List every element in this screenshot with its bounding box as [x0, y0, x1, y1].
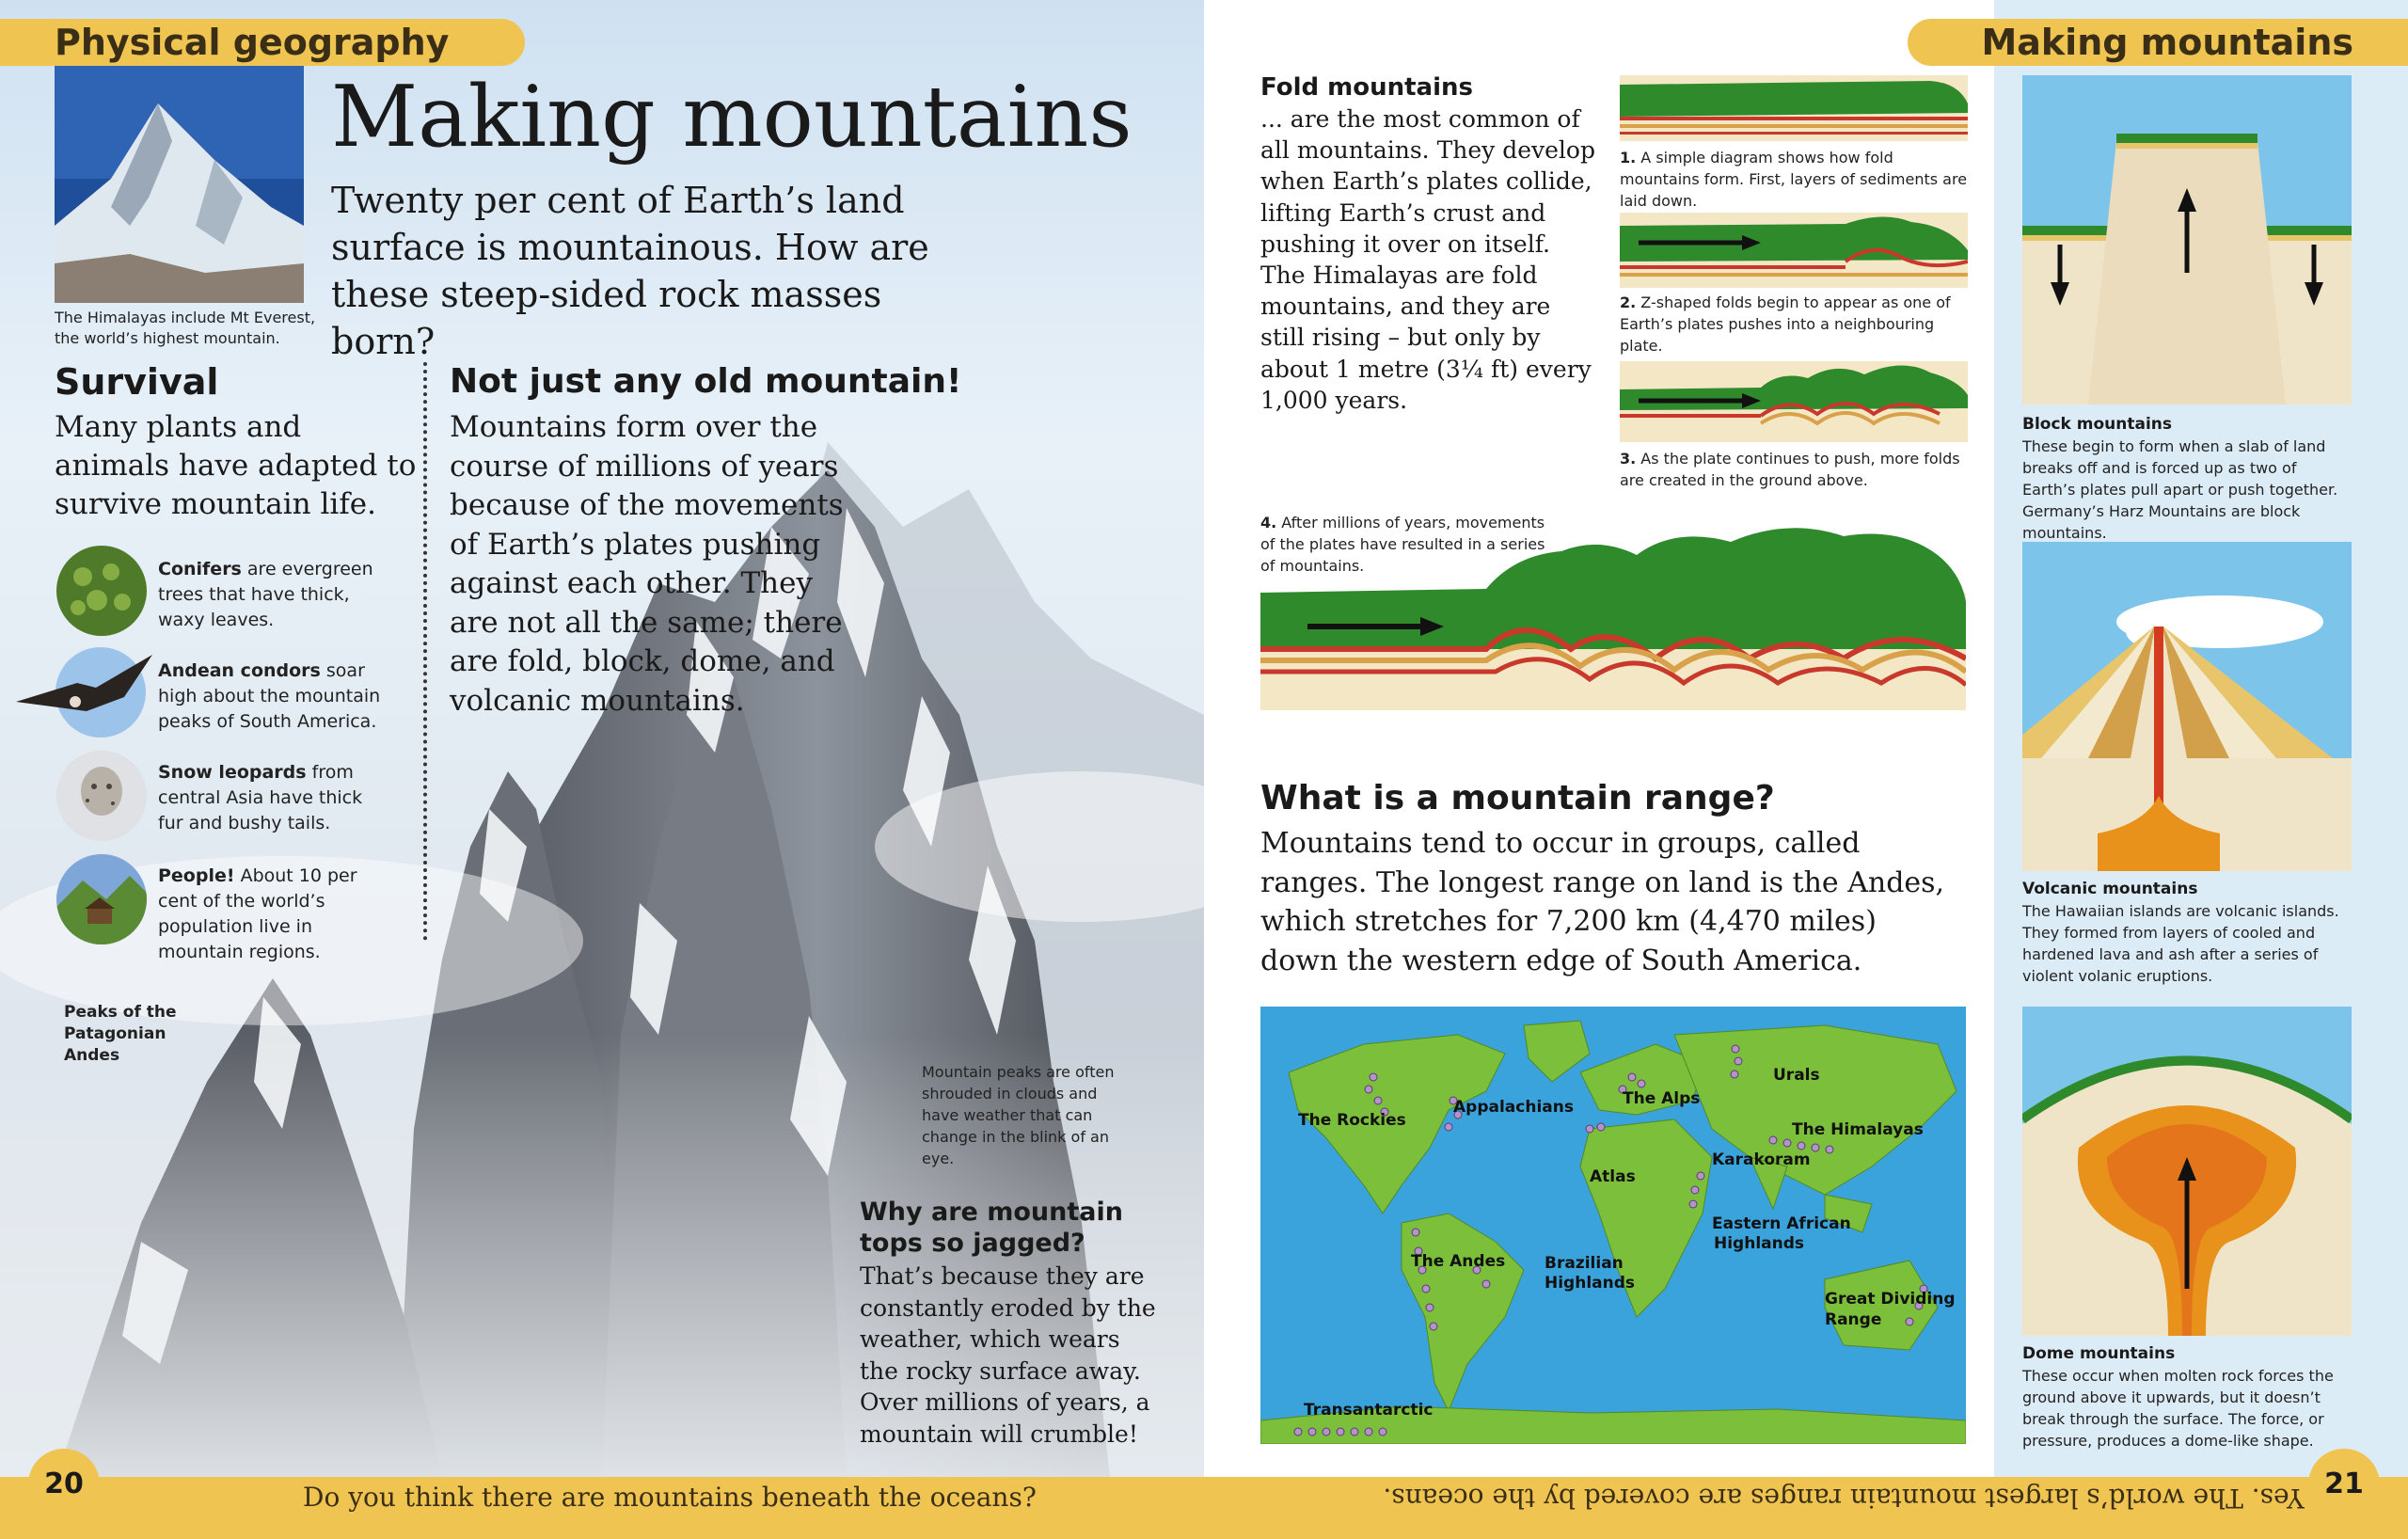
map-label-brazilian-1: Brazilian: [1545, 1254, 1624, 1273]
map-label-karakoram: Karakoram: [1712, 1150, 1811, 1169]
map-label-appalachians: Appalachians: [1453, 1098, 1574, 1117]
range-heading: What is a mountain range?: [1260, 779, 1775, 817]
column-divider: [423, 362, 427, 941]
map-label-brazilian-2: Highlands: [1545, 1274, 1636, 1293]
section-tab-physical-geography: Physical geography: [0, 19, 525, 66]
block-heading: Block mountains: [2022, 415, 2173, 434]
survival-text: Many plants and animals have adapted to survive mountain life.: [55, 410, 417, 521]
not-just-text: Mountains form over the course of millions of years because of the movements of Earth’s plates pushing against each other. They are not all the same; there are fold, block, dome, and volcanic mountains.: [450, 410, 844, 718]
fold-diagram-step-2: [1620, 213, 1968, 288]
not-just-heading: Not just any old mountain!: [450, 362, 962, 401]
footer-question: Do you think there are mountains beneath the oceans?: [303, 1482, 1037, 1513]
volcanic-mountains-diagram: [2022, 542, 2352, 871]
map-label-great-dividing-2: Range: [1825, 1310, 1882, 1329]
survival-item-people: People! About 10 per cent of the world’s population live in mountain regions.: [158, 865, 357, 962]
survival-heading: Survival: [55, 361, 219, 403]
volcanic-heading: Volcanic mountains: [2022, 880, 2198, 898]
fold-step-4-caption: 4. After millions of years, movements of the plates have resulted in a series of mountains.: [1260, 514, 1545, 575]
fold-step-3-caption: 3. As the plate continues to push, more folds are created in the ground above.: [1620, 450, 1960, 489]
map-label-great-dividing-1: Great Dividing: [1825, 1290, 1956, 1309]
footer-answer-upside-down: Yes. The world’s largest mountain ranges are covered by the oceans.: [1383, 1483, 2305, 1514]
survival-item-conifers: Conifers are evergreen trees that have thick, waxy leaves.: [158, 559, 373, 630]
fold-step-1-caption: 1. A simple diagram shows how fold mountains form. First, layers of sediments are laid down.: [1620, 149, 1968, 210]
fold-text: ... are the most common of all mountains. They develop when Earth’s plates collide, lifting Earth’s crust and pushing it over on itself. The Himalayas are fold mountains, and they are still rising – but only by about 1 metre (3¼ ft) every 1,000 years.: [1260, 105, 1595, 414]
jagged-heading: Why are mountain tops so jagged?: [860, 1198, 1123, 1258]
map-label-eastern-african-2: Highlands: [1714, 1234, 1805, 1253]
dome-text: These occur when molten rock forces the ground above it upwards, but it doesn’t break through the surface. The force, or pressure, produces a dome-like shape.: [2022, 1367, 2334, 1450]
section-tab-making-mountains: Making mountains: [1908, 19, 2408, 66]
page-number-right: 21: [2308, 1449, 2380, 1520]
jagged-text: That’s because they are constantly eroded by the weather, which wears the rocky surface away. Over millions of years, a mountain will crumble!: [860, 1262, 1156, 1448]
fold-heading: Fold mountains: [1260, 73, 1473, 102]
block-mountains-diagram: [2022, 75, 2352, 405]
page-number-left: 20: [28, 1449, 100, 1520]
everest-photo: [55, 66, 304, 303]
fold-diagram-step-1: [1620, 75, 1968, 141]
range-text: Mountains tend to occur in groups, called ranges. The longest range on land is the Andes, which stretches for 7,200 km (4,470 miles) down the western edge of South America.: [1260, 827, 1945, 977]
map-label-rockies: The Rockies: [1298, 1111, 1406, 1130]
mountain-people-icon: [55, 852, 149, 946]
intro-text: Twenty per cent of Earth’s land surface is mountainous. How are these steep-sided rock masses born?: [331, 180, 929, 362]
conifer-icon: [55, 544, 149, 638]
dome-mountains-diagram: [2022, 1007, 2352, 1336]
fold-diagram-step-3: [1620, 361, 1968, 442]
map-label-urals: Urals: [1773, 1066, 1820, 1085]
clouds-caption: Mountain peaks are often shrouded in clouds and have weather that can change in the blink of an eye.: [922, 1063, 1115, 1167]
map-label-alps: The Alps: [1623, 1089, 1701, 1108]
dome-heading: Dome mountains: [2022, 1344, 2176, 1363]
block-text: These begin to form when a slab of land breaks off and is forced up as two of Earth’s plates pull apart or push together. Germany’s Harz Mountains are block mountains.: [2022, 437, 2338, 542]
map-label-andes: The Andes: [1411, 1252, 1506, 1271]
peaks-caption: Peaks of the Patagonian Andes: [64, 1003, 177, 1065]
condor-icon: [11, 645, 162, 739]
map-label-atlas: Atlas: [1590, 1167, 1636, 1186]
fold-diagram-step-4: [1260, 517, 1966, 710]
map-label-transantarctic: Transantarctic: [1304, 1401, 1434, 1420]
page-title: Making mountains: [331, 68, 1133, 167]
survival-item-condors: Andean condors soar high about the mountain peaks of South America.: [158, 660, 381, 732]
survival-item-snow-leopards: Snow leopards from central Asia have thick fur and bushy tails.: [158, 762, 363, 833]
snow-leopard-icon: [55, 749, 149, 843]
everest-caption: The Himalayas include Mt Everest, the world’s highest mountain.: [55, 309, 316, 347]
volcanic-text: The Hawaiian islands are volcanic islands. They formed from layers of cooled and hardened lava and ash after a series of violent volanic eruptions.: [2022, 902, 2339, 985]
fold-step-2-caption: 2. Z-shaped folds begin to appear as one of Earth’s plates pushes into a neighbouring plate.: [1620, 294, 1951, 355]
world-mountain-ranges-map: [1260, 1007, 1966, 1444]
map-label-eastern-african-1: Eastern African: [1712, 1214, 1851, 1233]
map-label-himalayas: The Himalayas: [1792, 1120, 1924, 1139]
